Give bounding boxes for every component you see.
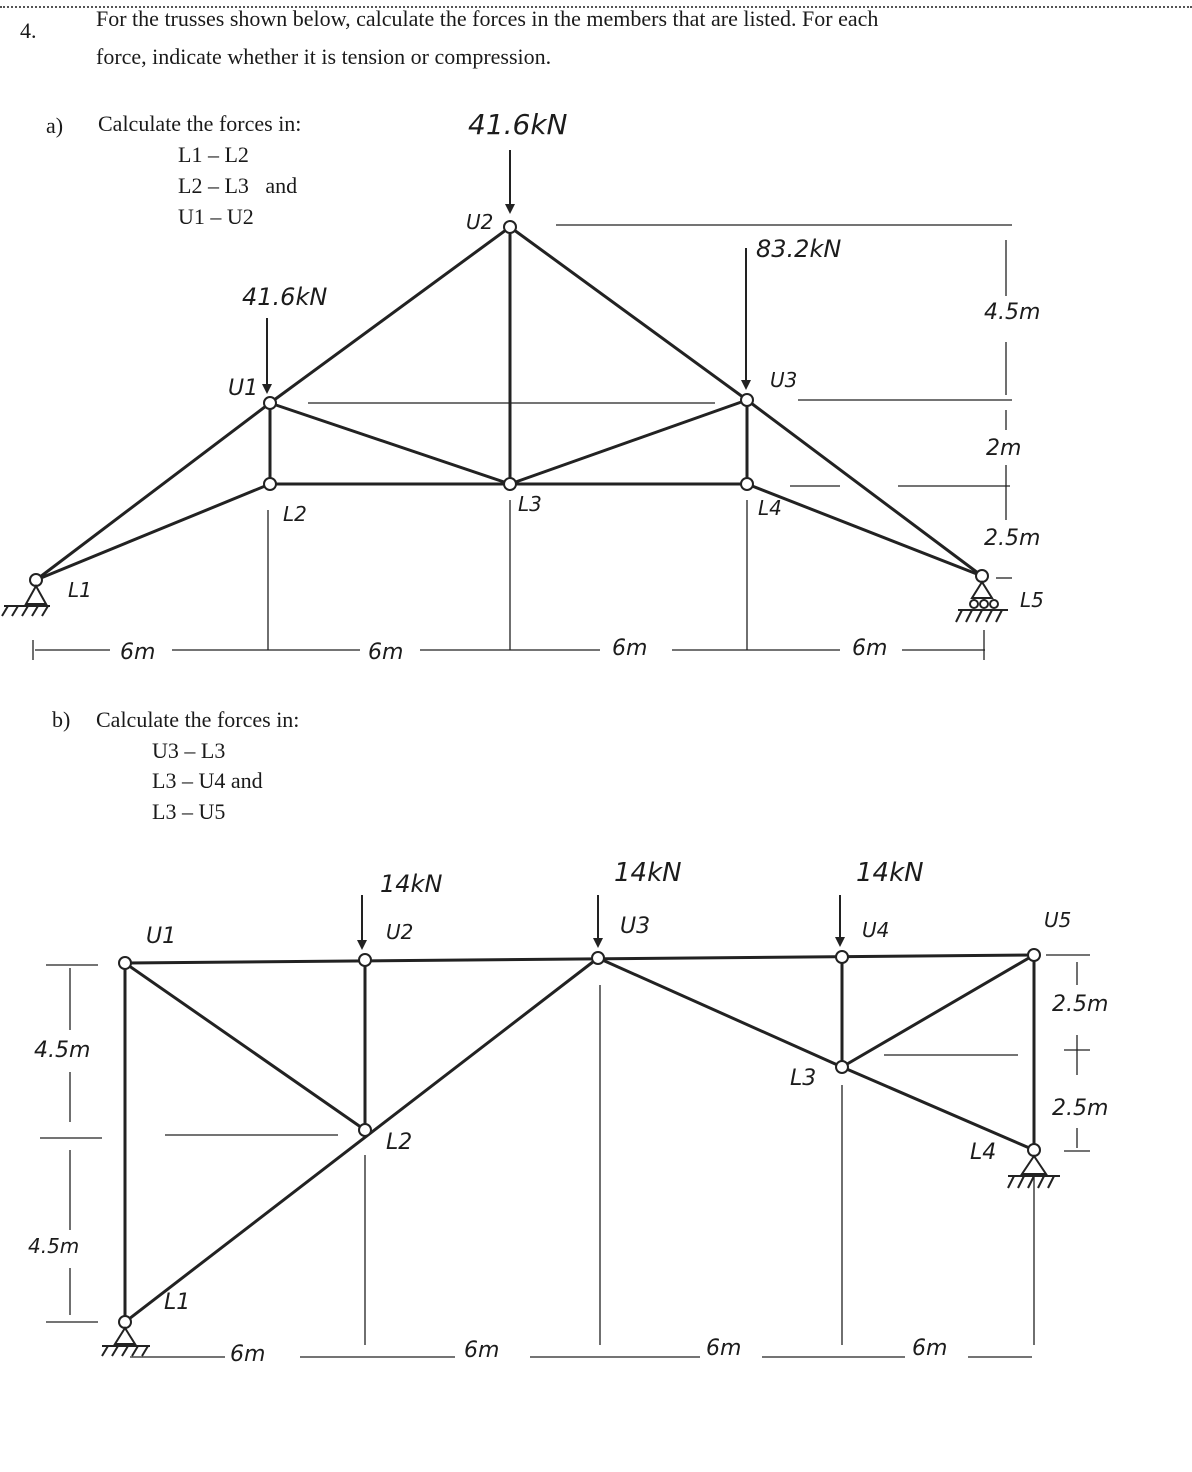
part-a-label: a)	[46, 113, 64, 138]
height-a-3: 2.5m	[984, 526, 1041, 551]
height-b-left-1: 4.5m	[34, 1038, 91, 1063]
span-a-2: 6m	[368, 640, 404, 665]
node-b-L2: L2	[386, 1130, 413, 1155]
node-a-L1: L1	[68, 578, 92, 602]
part-a-member-1: L1 – L2	[178, 142, 249, 167]
height-a-1: 4.5m	[984, 300, 1041, 325]
load-a-u2: 41.6kN	[468, 108, 568, 141]
node-b-L3: L3	[790, 1066, 817, 1091]
node-b-U4: U4	[862, 918, 890, 942]
part-a-member-2: L2 – L3 and	[178, 173, 298, 198]
node-a-L5: L5	[1020, 588, 1044, 612]
part-a-prompt: Calculate the forces in:	[98, 111, 302, 136]
member-a-L1-U1	[36, 403, 270, 580]
part-b-prompt: Calculate the forces in:	[96, 707, 300, 732]
pin-support-b-left	[102, 1328, 150, 1356]
member-a-U1-U2	[270, 227, 510, 403]
load-a-u3: 83.2kN	[756, 235, 842, 263]
node-a-U2: U2	[466, 210, 494, 234]
span-a-3: 6m	[612, 636, 648, 661]
member-b-top-chord	[125, 955, 1034, 963]
load-b-u3: 14kN	[614, 858, 682, 888]
node-a-U1: U1	[228, 376, 259, 401]
truss-a	[2, 150, 1012, 660]
truss-b	[40, 895, 1090, 1357]
pin-support-a-left	[2, 586, 50, 616]
part-b-member-2: L3 – U4 and	[152, 768, 263, 793]
span-b-3: 6m	[706, 1336, 742, 1361]
height-b-left-2: 4.5m	[28, 1234, 80, 1258]
part-b-label: b)	[52, 707, 71, 732]
node-b-U3: U3	[620, 914, 651, 939]
load-b-u4: 14kN	[856, 858, 924, 888]
member-a-L3-U3	[510, 400, 747, 484]
node-b-U2: U2	[386, 920, 414, 944]
member-a-L4-L5	[747, 484, 982, 576]
height-a-2: 2m	[986, 436, 1022, 461]
member-b-U1-L2	[125, 963, 365, 1130]
height-b-right-1: 2.5m	[1052, 992, 1109, 1017]
part-b-member-3: L3 – U5	[152, 799, 226, 824]
part-b-member-1: U3 – L3	[152, 738, 226, 763]
node-a-L3: L3	[518, 492, 542, 516]
span-a-1: 6m	[120, 640, 156, 665]
part-a-member-3: U1 – U2	[178, 204, 254, 229]
load-a-u1: 41.6kN	[242, 283, 328, 311]
load-b-u2: 14kN	[380, 870, 443, 898]
node-a-L2: L2	[283, 502, 307, 526]
problem-number: 4.	[20, 18, 37, 43]
member-a-U2-U3	[510, 227, 747, 400]
member-b-U3-L3	[598, 958, 842, 1067]
node-b-L1: L1	[164, 1290, 191, 1315]
member-b-L3-L4	[842, 1067, 1034, 1150]
member-a-U3-L5	[747, 400, 982, 576]
span-b-2: 6m	[464, 1338, 500, 1363]
member-a-U1-L3	[270, 403, 510, 484]
node-a-U3: U3	[770, 368, 798, 392]
node-b-U1: U1	[146, 924, 177, 949]
span-a-4: 6m	[852, 636, 888, 661]
problem-statement-line1: For the trusses shown below, calculate the forces in the members that are listed. For each	[96, 6, 879, 31]
node-a-L4: L4	[758, 496, 782, 520]
member-a-L1-L2	[36, 484, 270, 580]
height-b-right-2: 2.5m	[1052, 1096, 1109, 1121]
span-b-1: 6m	[230, 1342, 266, 1367]
span-b-4: 6m	[912, 1336, 948, 1361]
node-b-U5: U5	[1044, 908, 1072, 932]
node-b-L4: L4	[970, 1140, 997, 1165]
member-b-L3-U5	[842, 955, 1034, 1067]
roller-support-a-right	[956, 582, 1008, 622]
problem-statement-line2: force, indicate whether it is tension or compression.	[96, 44, 552, 69]
